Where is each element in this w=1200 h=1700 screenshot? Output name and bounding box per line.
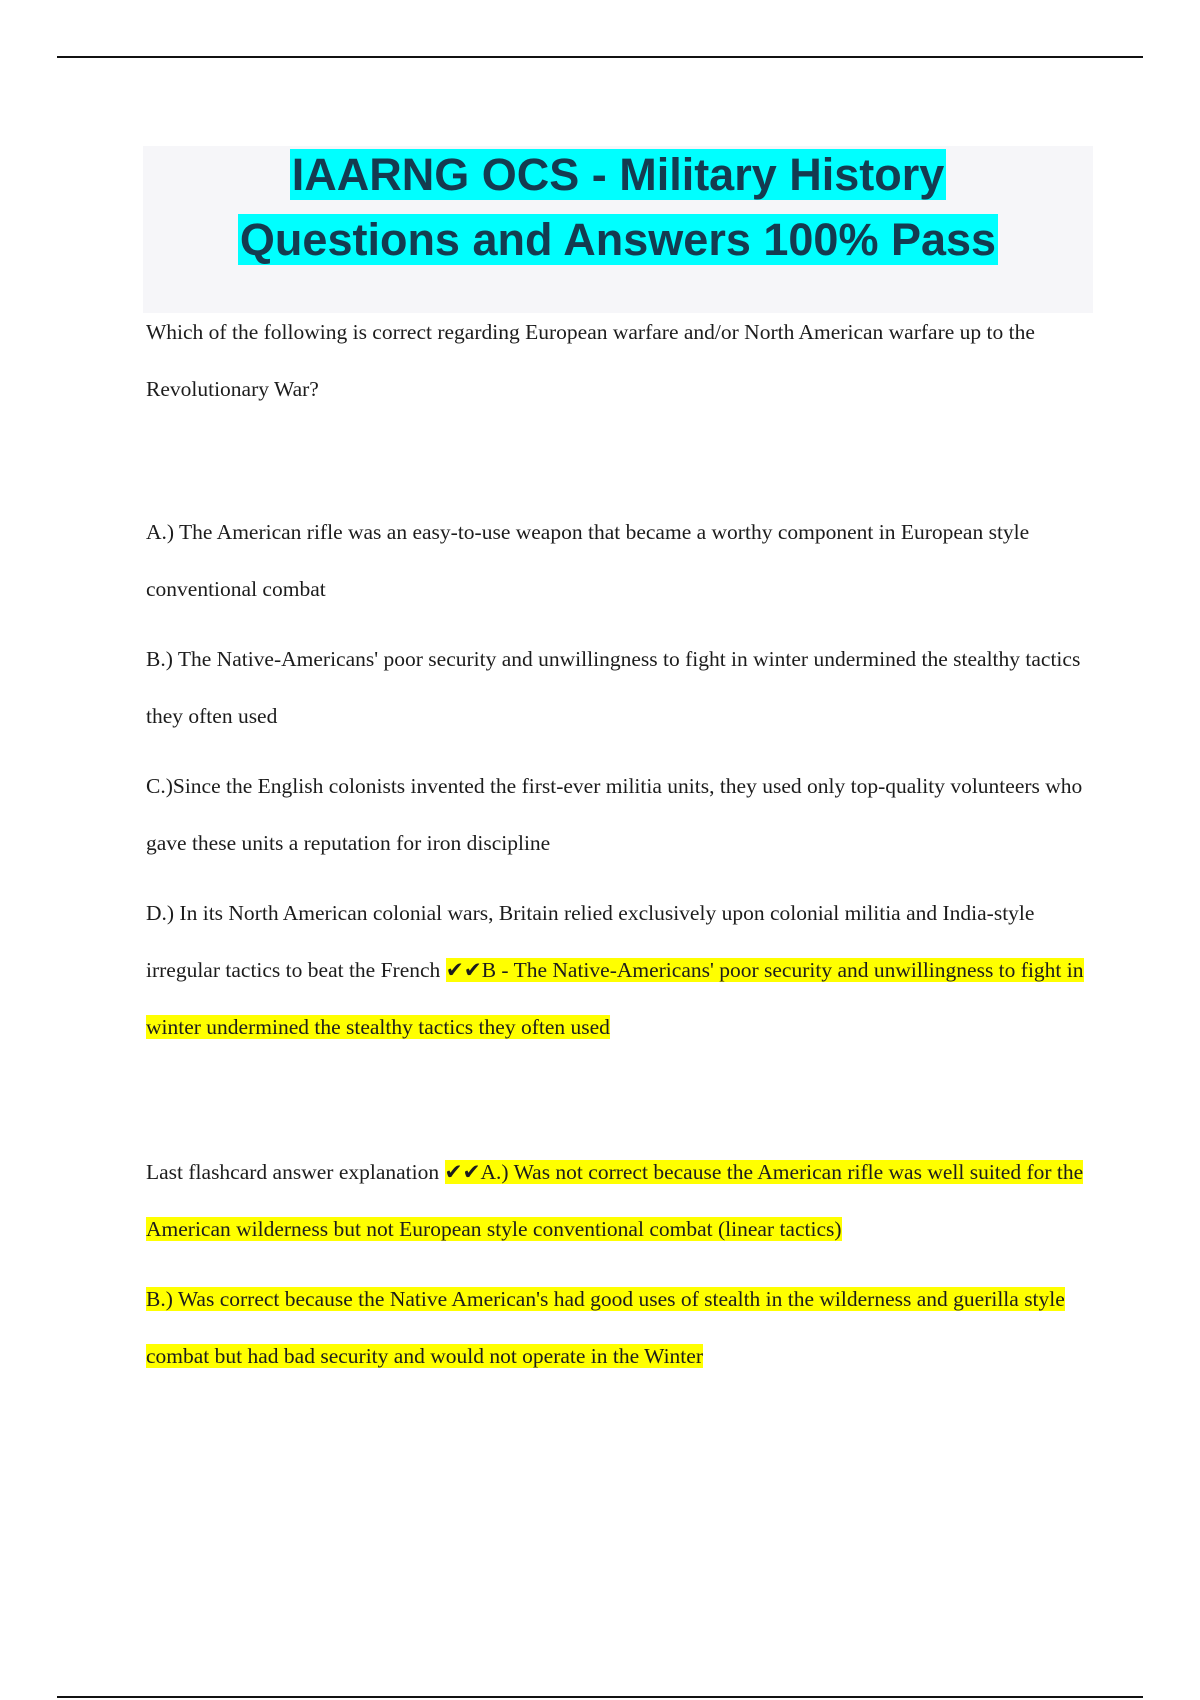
option-d: D.) In its North American colonial wars, Britain relied exclusively upon colonial militia and India-style irregular tactics to beat the French (146, 901, 1035, 982)
explanation-prompt: Last flashcard answer explanation (146, 1160, 440, 1184)
document-title (143, 146, 1093, 278)
option-a: A.) The American rifle was an easy-to-use weapon that became a worthy component in European style conventional combat (146, 520, 1030, 601)
explanation-b-paragraph (146, 1271, 1096, 1385)
bottom-rule (57, 1696, 1143, 1698)
question-text: Which of the following is correct regarding European warfare and/or North American warfare up to the Revolutionary War? (146, 320, 1035, 401)
answer-highlight: ✔✔B - The Native-Americans' poor security and unwillingness to fight in winter undermined the stealthy tactics they often used (146, 958, 1084, 1039)
title-panel (143, 146, 1093, 313)
explanation-b: B.) Was correct because the Native American's had good uses of stealth in the wilderness and guerilla style combat but had bad security and would not operate in the Winter (146, 1287, 1065, 1368)
option-d-with-answer (146, 885, 1096, 1056)
title-line-1: IAARNG OCS - Military History (291, 149, 945, 200)
title-line-2: Questions and Answers 100% Pass (239, 214, 997, 265)
option-c: C.)Since the English colonists invented the first-ever militia units, they used only top-quality volunteers who gave these units a reputation for iron discipline (146, 774, 1083, 855)
document-body (146, 304, 1096, 1385)
explanation-a-paragraph (146, 1144, 1096, 1258)
top-rule (57, 56, 1143, 58)
explanation-a: ✔✔A.) Was not correct because the American rifle was well suited for the American wilderness but not European style conventional combat (linear tactics) (146, 1160, 1084, 1241)
option-b: B.) The Native-Americans' poor security and unwillingness to fight in winter undermined the stealthy tactics they often used (146, 647, 1081, 728)
